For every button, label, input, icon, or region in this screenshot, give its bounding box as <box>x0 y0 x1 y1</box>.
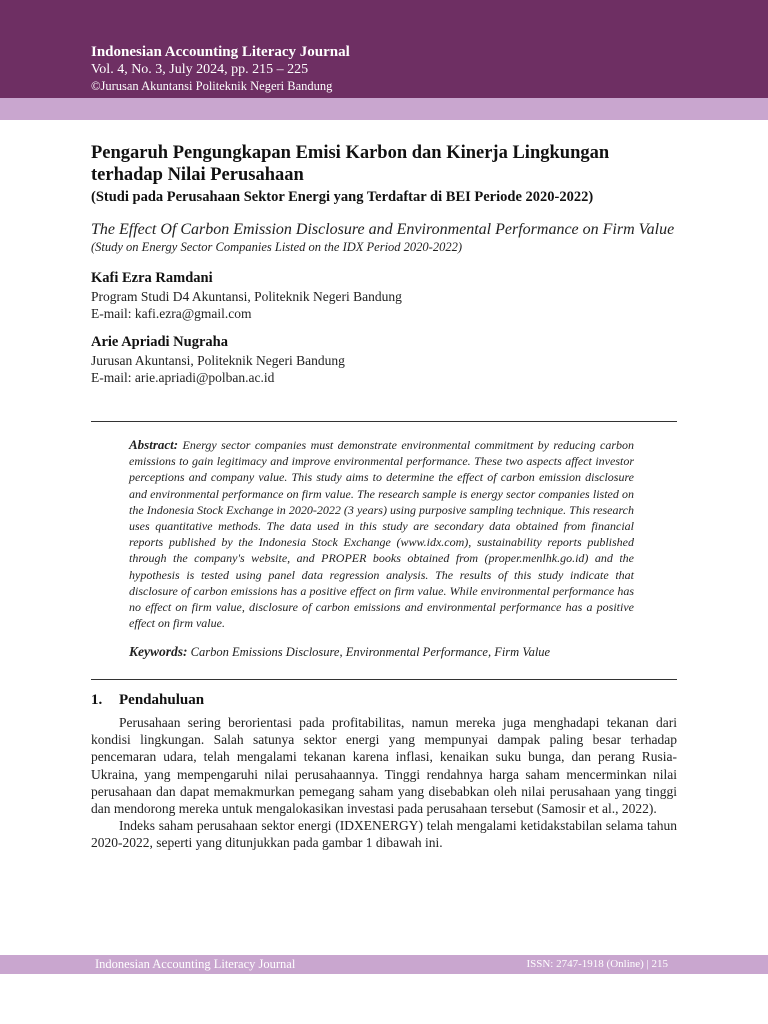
journal-copyright: ©Jurusan Akuntansi Politeknik Negeri Bandung <box>91 79 333 93</box>
journal-volume-info: Vol. 4, No. 3, July 2024, pp. 215 – 225 <box>91 62 309 77</box>
keywords <box>129 643 634 661</box>
article-title-en: The Effect Of Carbon Emission Disclosure and Environmental Performance on Firm Value <box>91 221 675 238</box>
article-front-matter <box>91 142 677 386</box>
section-body <box>91 714 677 852</box>
author-name: Kafi Ezra Ramdani <box>91 270 213 286</box>
body-paragraph: Perusahaan sering berorientasi pada profitabilitas, namun mereka juga menghadapi tekanan dari kondisi lingkungan. Salah satunya sektor energi yang mempunyai dampak paling besar terhadap pencemaran udara, telah mengalami tekanan karena inflasi, kenaikan suku bunga, dan perang Rusia-Ukraina, yang mempengaruhi nilai perusahaannya. Tinggi rendahnya harga saham mencerminkan nilai perusahaan dan dapat memakmurkan pemegang saham yang disebabkan oleh nilai perusahaan yang tinggi dan mendorong mereka untuk mengalokasikan investasi pada perusahaan tersebut (Samosir et al., 2022). <box>91 715 677 817</box>
author-name: Arie Apriadi Nugraha <box>91 334 228 350</box>
footer-issn-page: ISSN: 2747-1918 (Online) | 215 <box>526 958 668 970</box>
header-accent-stripe <box>0 98 768 120</box>
author-affiliation: Jurusan Akuntansi, Politeknik Negeri Bandung <box>91 353 345 368</box>
section-number: 1. <box>91 692 103 708</box>
body-paragraph: Indeks saham perusahaan sektor energi (IDXENERGY) telah mengalami ketidakstabilan selama tahun 2020-2022, seperti yang ditunjukkan pada gambar 1 dibawah ini. <box>91 818 677 851</box>
article-title-id: Pengaruh Pengungkapan Emisi Karbon dan Kinerja Lingkungan terhadap Nilai Perusahaan <box>91 143 610 185</box>
author-block <box>91 333 677 386</box>
article-subtitle-id: (Studi pada Perusahaan Sektor Energi yang Terdaftar di BEI Periode 2020-2022) <box>91 189 594 205</box>
abstract-text: Energy sector companies must demonstrate environmental commitment by reducing carbon emissions to gain legitimacy and improve environmental performance. These two aspects affect investor perceptions and company value. This study aims to determine the effect of carbon emission disclosure and environmental performance on firm value. The research sample is energy sector companies listed on the Indonesia Stock Exchange in 2020-2022 (3 years) using purposive sampling technique. This research uses quantitative methods. The data used in this study are secondary data obtained from financial reports published by the Indonesia Stock Exchange (www.idx.com), sustainability reports published through the company's website, and PROPER books obtained from (proper.menlhk.go.id) and the hypothesis is tested using panel data regression analysis. The results of this study indicate that disclosure of carbon emissions has a positive effect on firm value. While environmental performance has no effect on firm value, disclosure of carbon emissions and environmental performance has a positive effect on firm value. <box>129 438 634 631</box>
author-block <box>91 269 677 322</box>
author-email: E-mail: kafi.ezra@gmail.com <box>91 306 252 321</box>
section-title: Pendahuluan <box>119 692 205 708</box>
author-email: E-mail: arie.apriadi@polban.ac.id <box>91 370 275 385</box>
article-subtitle-en: (Study on Energy Sector Companies Listed on the IDX Period 2020-2022) <box>91 240 463 254</box>
abstract-top-rule <box>91 421 677 422</box>
journal-name: Indonesian Accounting Literacy Journal <box>91 44 350 60</box>
abstract <box>129 437 634 631</box>
abstract-bottom-rule <box>91 679 677 680</box>
abstract-label: Abstract: <box>129 437 179 452</box>
author-affiliation: Program Studi D4 Akuntansi, Politeknik Negeri Bandung <box>91 289 402 304</box>
keywords-text: Carbon Emissions Disclosure, Environmental Performance, Firm Value <box>190 645 551 659</box>
footer-journal-name: Indonesian Accounting Literacy Journal <box>95 957 296 971</box>
keywords-label: Keywords: <box>129 644 188 659</box>
section-heading <box>91 692 204 709</box>
